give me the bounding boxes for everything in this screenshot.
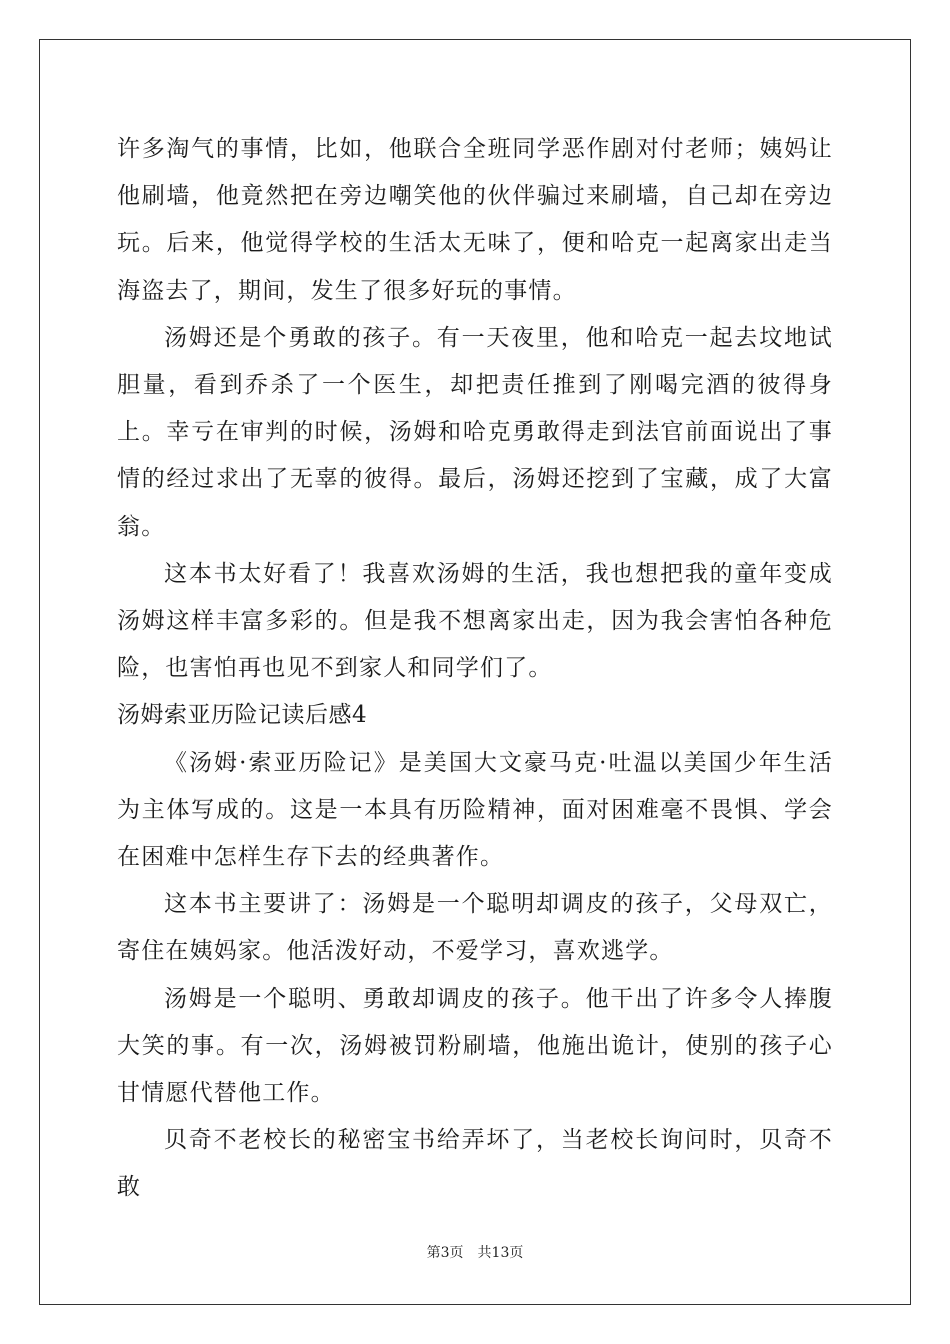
section-heading: 汤姆索亚历险记读后感4 [117,702,368,729]
page-number: 第3页 [426,1245,464,1261]
paragraph: 这本书太好看了！我喜欢汤姆的生活，我也想把我的童年变成汤姆这样丰富多彩的。但是我不想离家出走，因为我会害怕各种危险，也害怕再也见不到家人和同学们了。 [117,560,833,682]
page-total: 共13页 [477,1245,524,1261]
paragraph: 《汤姆·索亚历险记》是美国大文豪马克·吐温以美国少年生活为主体写成的。这是一本具有历险精神，面对困难毫不畏惧、学会在困难中怎样生存下去的经典著作。 [117,749,833,871]
paragraph: 这本书主要讲了：汤姆是一个聪明却调皮的孩子，父母双亡，寄住在姨妈家。他活泼好动，不爱学习，喜欢逃学。 [117,891,833,965]
paragraph: 贝奇不老校长的秘密宝书给弄坏了，当老校长询问时，贝奇不敢 [117,1127,833,1201]
paragraph: 汤姆是一个聪明、勇敢却调皮的孩子。他干出了许多令人捧腹大笑的事。有一次，汤姆被罚粉刷墙，他施出诡计，使别的孩子心甘情愿代替他工作。 [117,985,833,1107]
paragraph-continuation: 许多淘气的事情，比如，他联合全班同学恶作剧对付老师；姨妈让他刷墙，他竟然把在旁边嘲笑他的伙伴骗过来刷墙，自己却在旁边玩。后来，他觉得学校的生活太无味了，便和哈克一起离家出走当海盗去了，期间，发生了很多好玩的事情。 [117,136,833,304]
page-footer [0,1243,950,1263]
paragraph: 汤姆还是个勇敢的孩子。有一天夜里，他和哈克一起去坟地试胆量，看到乔杀了一个医生，却把责任推到了刚喝完酒的彼得身上。幸亏在审判的时候，汤姆和哈克勇敢得走到法官前面说出了事情的经过求出了无辜的彼得。最后，汤姆还挖到了宝藏，成了大富翁。 [117,324,833,540]
document-body [117,126,833,1212]
